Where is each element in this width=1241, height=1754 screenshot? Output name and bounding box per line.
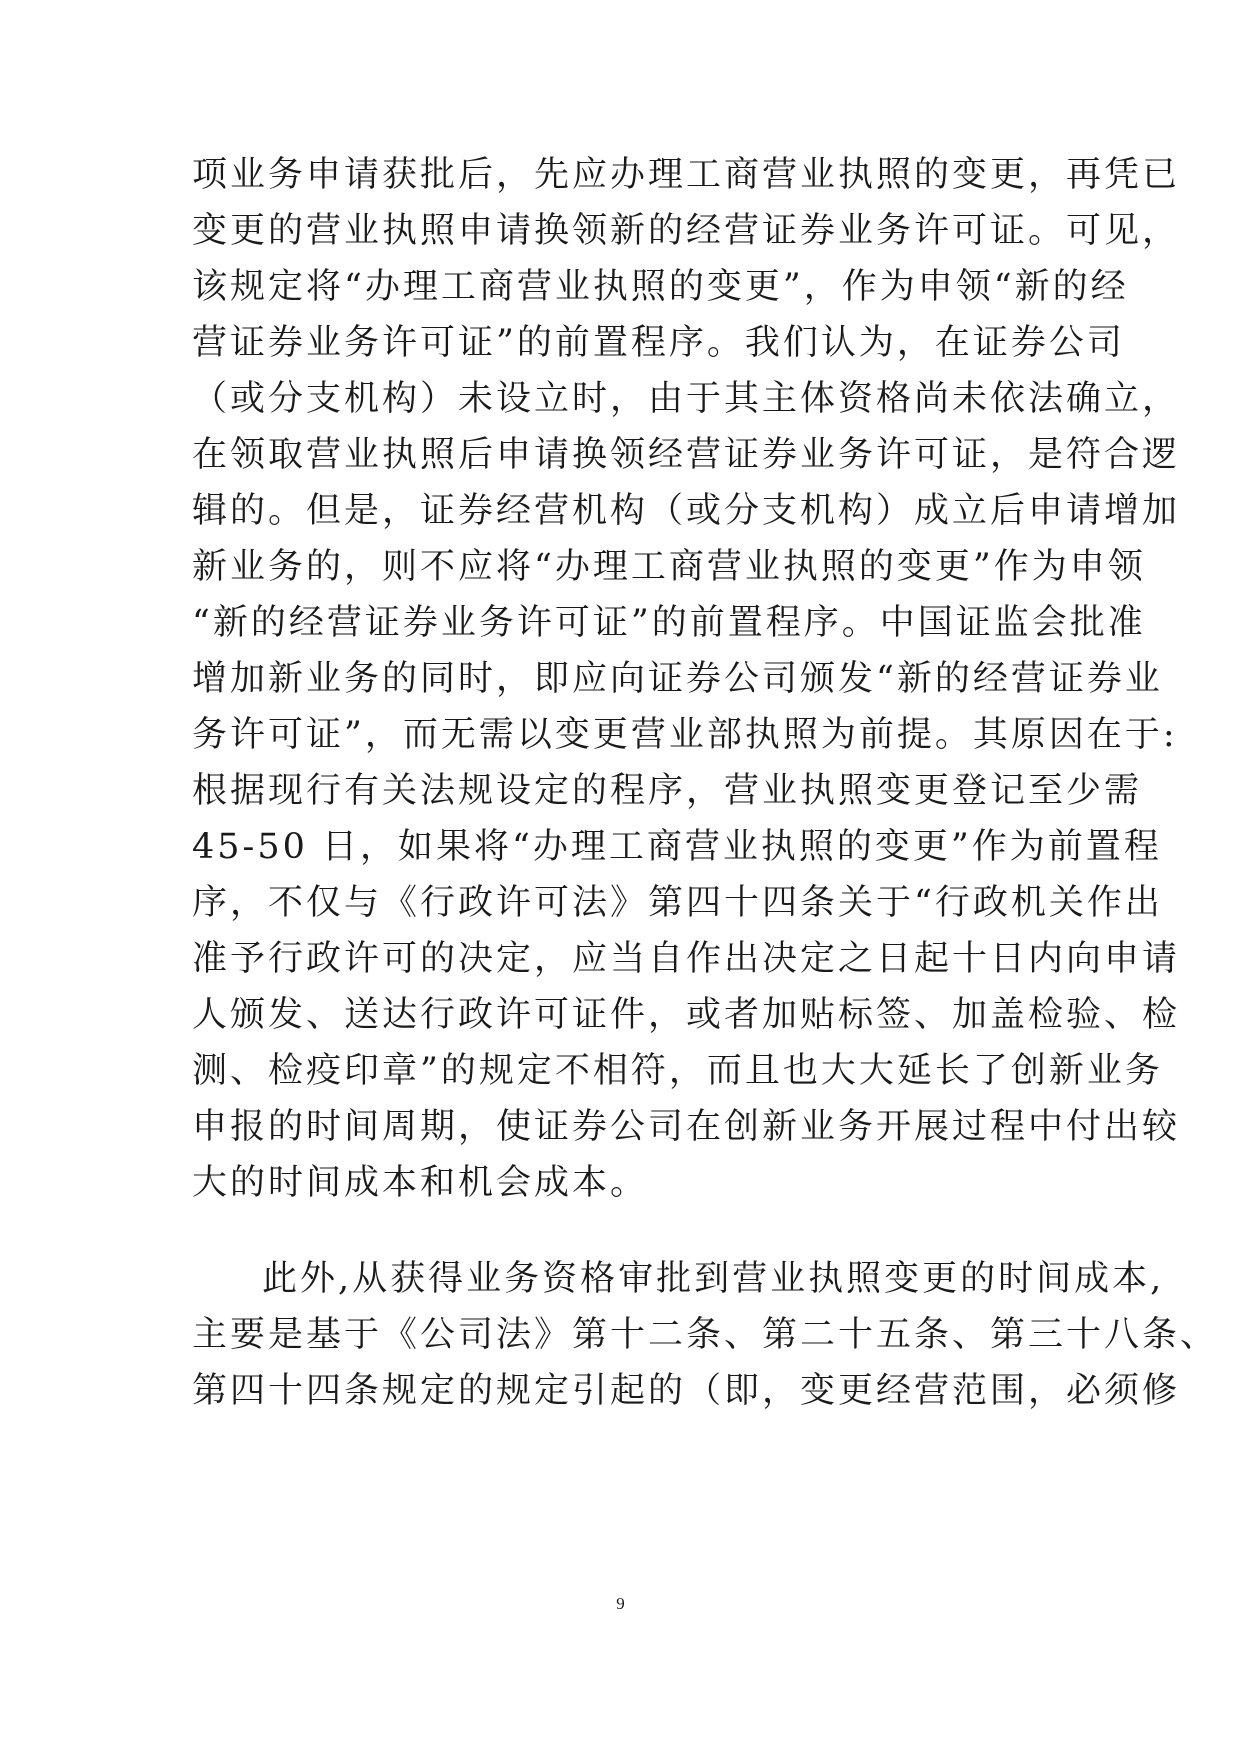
text-line: 人颁发、送达行政许可证件，或者加贴标签、加盖检验、检	[192, 995, 1181, 1035]
text-line: 项业务申请获批后，先应办理工商营业执照的变更，再凭已	[192, 155, 1181, 195]
text-line: 大的时间成本和机会成本。	[192, 1163, 649, 1203]
text-line: 变更的营业执照申请换领新的经营证券业务许可证。可见，	[192, 211, 1181, 251]
page-number: 9	[616, 1594, 625, 1613]
text-line: 在领取营业执照后申请换领经营证券业务许可证，是符合逻	[192, 435, 1181, 475]
text-line: 45-50 日，如果将“办理工商营业执照的变更”作为前置程	[192, 827, 1162, 867]
text-line: 务许可证”，而无需以变更营业部执照为前提。其原因在于:	[192, 715, 1178, 755]
text-line: 测、检疫印章”的规定不相符，而且也大大延长了创新业务	[192, 1051, 1163, 1091]
text-line: 该规定将“办理工商营业执照的变更”，作为申领“新的经	[192, 267, 1129, 307]
text-line: 新业务的，则不应将“办理工商营业执照的变更”作为申领	[192, 547, 1146, 587]
text-line: （或分支机构）未设立时，由于其主体资格尚未依法确立，	[192, 379, 1181, 419]
text-line: 序，不仅与《行政许可法》第四十四条关于“行政机关作出	[192, 883, 1163, 923]
paragraph-first-line: 此外,从获得业务资格审批到营业执照变更的时间成本,	[262, 1259, 1165, 1299]
text-line: 增加新业务的同时，即应向证券公司颁发“新的经营证券业	[192, 659, 1163, 699]
text-line: 申报的时间周期，使证券公司在创新业务开展过程中付出较	[192, 1107, 1181, 1147]
text-line: “新的经营证券业务许可证”的前置程序。中国证监会批准	[192, 603, 1146, 643]
text-line: 辑的。但是，证券经营机构（或分支机构）成立后申请增加	[192, 491, 1181, 531]
text-line: 营证券业务许可证”的前置程序。我们认为，在证券公司	[192, 323, 1125, 363]
text-line: 主要是基于《公司法》第十二条、第二十五条、第三十八条、	[192, 1315, 1219, 1355]
text-line: 第四十四条规定的规定引起的（即，变更经营范围，必须修	[192, 1371, 1181, 1411]
text-line: 准予行政许可的决定，应当自作出决定之日起十日内向申请	[192, 939, 1181, 979]
text-line: 根据现行有关法规设定的程序，营业执照变更登记至少需	[192, 771, 1143, 811]
